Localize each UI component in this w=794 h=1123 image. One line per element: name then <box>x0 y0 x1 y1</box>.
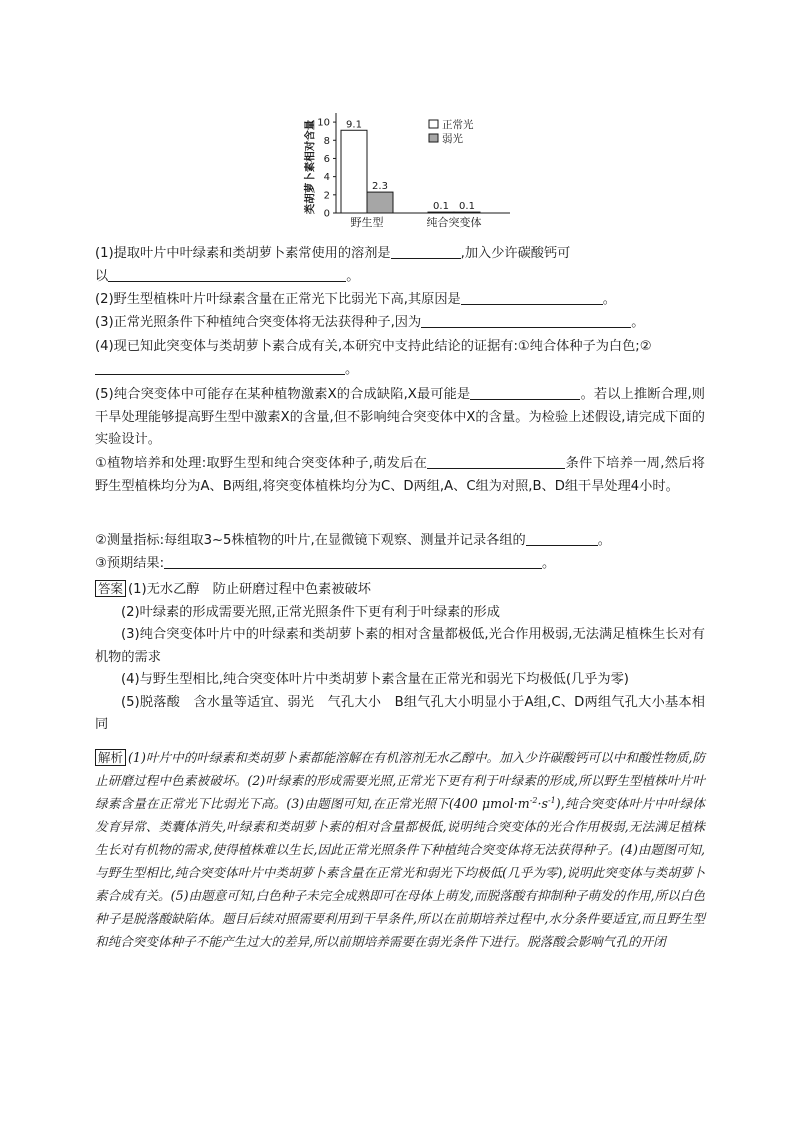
answer-tag: 答案 <box>95 580 126 597</box>
q1-text-3: 以 <box>95 269 109 284</box>
q3-text: (3)正常光照条件下种植纯合突变体将无法获得种子,因为 <box>95 315 422 330</box>
q2-blank[interactable] <box>461 290 603 305</box>
q1-text-2: ,加入少许碳酸钙可 <box>460 246 571 261</box>
q4-text: (4)现已知此突变体与类胡萝卜素合成有关,本研究中支持此结论的证据有:①纯合体种子为白色;② <box>95 339 652 354</box>
answer-1: (1)无水乙醇 防止研磨过程中色素被破坏 <box>128 582 371 597</box>
q5-blank[interactable] <box>470 385 580 400</box>
y-tick-label: 2 <box>323 190 330 202</box>
step-2-text: ②测量指标:每组取3~5株植物的叶片,在显微镜下观察、测量并记录各组的 <box>95 533 526 548</box>
question-1-cont <box>95 266 705 288</box>
x-category-label: 野生型 <box>350 216 384 229</box>
y-tick-label: 4 <box>323 172 330 184</box>
step-3-text: ③预期结果: <box>95 556 165 571</box>
q4-end: 。 <box>345 362 359 377</box>
legend-label: 弱光 <box>442 133 463 145</box>
bar-data-label: 0.1 <box>459 201 475 213</box>
step-1-text-2: 条件下培养一周,然后将野生型植株均分为A、B两组,将突变体植株均分为C、D两组,A、C组为对照,B、D组干旱处理4小时。 <box>95 456 705 494</box>
x-category-label: 纯合突变体 <box>426 216 482 229</box>
q3-end: 。 <box>631 315 645 330</box>
legend-swatch <box>429 120 438 128</box>
q1-text: (1)提取叶片中叶绿素和类胡萝卜素常使用的溶剂是 <box>95 246 391 261</box>
bar-weak-light <box>367 192 393 213</box>
y-tick-label: 8 <box>323 135 330 147</box>
bar-data-label: 0.1 <box>433 201 449 213</box>
legend-label: 正常光 <box>442 119 474 131</box>
answer-3: (3)纯合突变体叶片中的叶绿素和类胡萝卜素的相对含量都极低,光合作用极弱,无法满足植株生长对有机物的需求 <box>95 627 705 665</box>
step-3-blank[interactable] <box>164 554 542 569</box>
bar-normal-light <box>428 212 454 213</box>
explanation-text-1: (1)叶片中的叶绿素和类胡萝卜素都能溶解在有机溶剂无水乙醇中。加入少许碳酸钙可以中和酸性物质,防止研磨过程中色素被破坏。(2)叶绿素的形成需要光照,正常光下更有利于叶绿素的形成,所以野生型植株叶片叶绿素含量在正常光下比弱光下高。(3)由题图可知,在正常光照下(400 μmol·m <box>95 750 705 811</box>
q5-text-2: 。若以上推断合理,则干旱处理能够提高野生型中激素X的含量,但不影响纯合突变体中X的含量。为检验上述假设,请完成下面的实验设计。 <box>95 387 705 447</box>
step-2-end: 。 <box>597 533 611 548</box>
step-1-text: ①植物培养和处理:取野生型和纯合突变体种子,萌发后在 <box>95 456 428 471</box>
answer-4: (4)与野生型相比,纯合突变体叶片中类胡萝卜素含量在正常光和弱光下均极低(几乎为零) <box>121 672 629 687</box>
y-tick-label: 6 <box>323 153 330 165</box>
question-3 <box>95 312 705 334</box>
question-4-cont <box>95 359 705 381</box>
explanation-text-2: ),纯合突变体叶片中叶绿体发育异常、类囊体消失,叶绿素和类胡萝卜素的相对含量都极低,说明纯合突变体的光合作用极弱,无法满足植株生长对有机物的需求,使得植株难以生长,因此正常光照条件下种植纯合突变体将无法获得种子。(4)由题图可知,与野生型相比,纯合突变体叶片中类胡萝卜素含量在正常光和弱光下均极低(几乎为零),说明此突变体与类胡萝卜素合成有关。(5)由题意可知,白色种子未完全成熟即可在母体上萌发,而脱落酸有抑制种子萌发的作用,所以白色种子是脱落酸缺陷体。题目后续对照需要利用到干旱条件,所以在前期培养过程中,水分条件要适宜,而且野生型和纯合突变体种子不能产生过大的差异,所以前期培养需要在弱光条件下进行。脱落酸会影响气孔的开闭 <box>95 796 706 949</box>
bar-normal-light <box>341 130 367 213</box>
bar-chart <box>300 105 510 230</box>
question-5 <box>95 384 705 452</box>
q5-text: (5)纯合突变体中可能存在某种植物激素X的合成缺陷,X最可能是 <box>95 387 471 402</box>
q2-text: (2)野生型植株叶片叶绿素含量在正常光下比弱光下高,其原因是 <box>95 292 461 307</box>
answer-5: (5)脱落酸 含水量等适宜、弱光 气孔大小 B组气孔大小明显小于A组,C、D两组气孔大小基本相同 <box>95 694 705 732</box>
q1-text-4: 。 <box>346 269 360 284</box>
step-2 <box>95 530 705 552</box>
y-tick-label: 0 <box>323 208 330 220</box>
q1-blank-2[interactable] <box>108 267 346 282</box>
answer-2: (2)叶绿素的形成需要光照,正常光照条件下更有利于叶绿素的形成 <box>121 604 500 620</box>
step-1 <box>95 453 705 498</box>
unit-exponent-1: -2 <box>529 795 538 805</box>
bar-weak-light <box>454 212 480 213</box>
step-3 <box>95 553 705 575</box>
unit-text: ·s <box>537 796 548 811</box>
q2-end: 。 <box>602 292 616 307</box>
answer-block <box>95 579 705 737</box>
legend-swatch <box>429 134 438 142</box>
step-1-blank[interactable] <box>427 454 565 469</box>
y-tick-label: 10 <box>317 117 330 129</box>
q1-blank-1[interactable] <box>391 244 461 259</box>
y-axis-label: 类胡萝卜素相对含量 <box>304 119 316 215</box>
explanation-block <box>95 746 705 953</box>
step-3-end: 。 <box>542 556 556 571</box>
q3-blank[interactable] <box>421 313 631 328</box>
question-4 <box>95 336 705 358</box>
question-2 <box>95 289 705 311</box>
step-2-blank[interactable] <box>526 531 598 546</box>
unit-exponent-2: -1 <box>547 795 556 805</box>
bar-data-label: 2.3 <box>372 181 388 193</box>
q4-blank[interactable] <box>95 360 345 375</box>
question-1 <box>95 243 705 265</box>
bar-data-label: 9.1 <box>346 119 362 131</box>
explanation-tag: 解析 <box>95 749 126 766</box>
